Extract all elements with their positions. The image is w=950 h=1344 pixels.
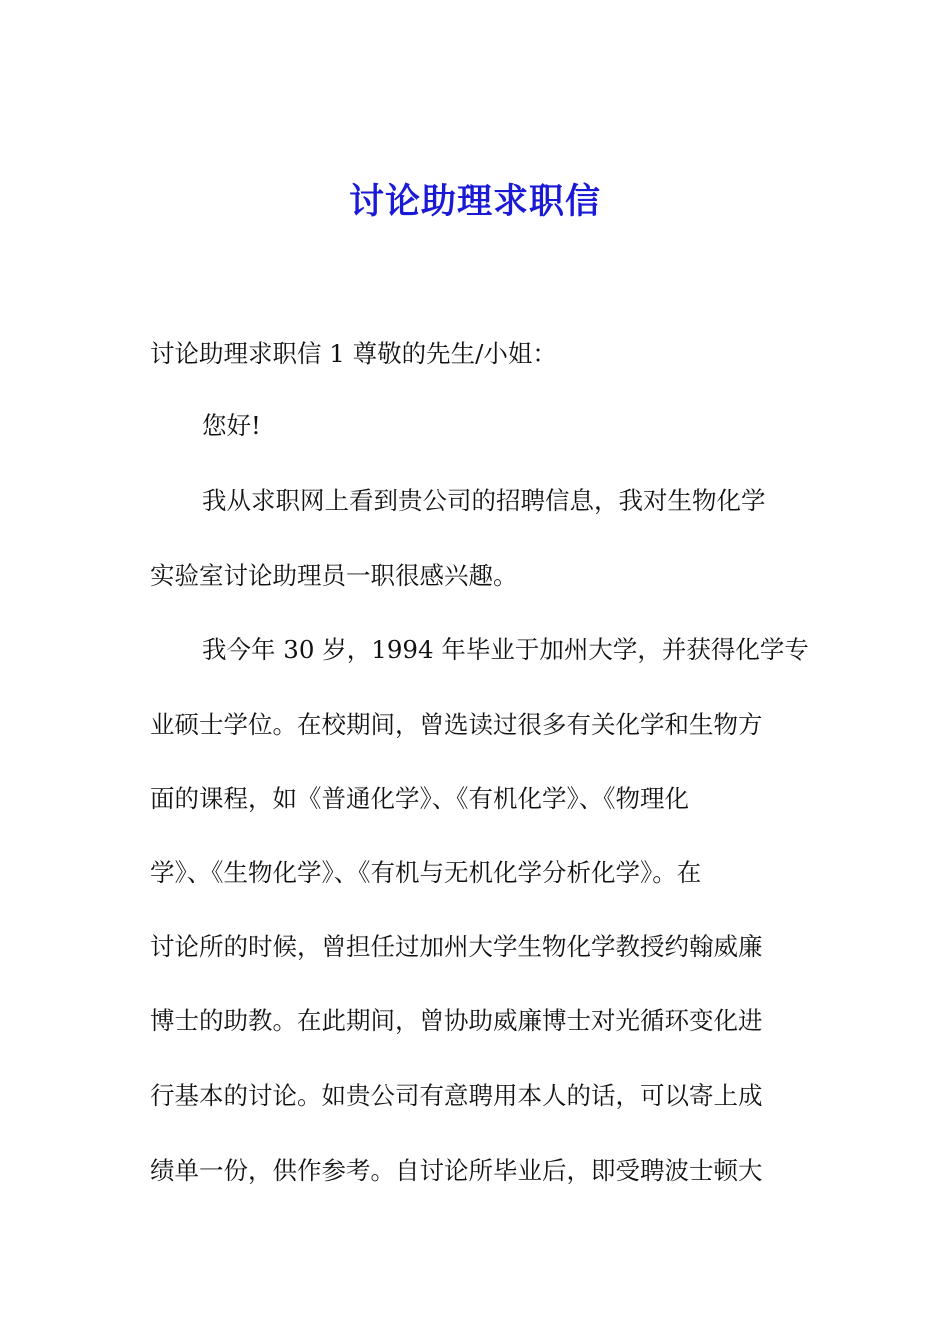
body-line: 讨论所的时候，曾担任过加州大学生物化学教授约翰威廉 bbox=[150, 932, 763, 961]
salutation-line: 讨论助理求职信 1 尊敬的先生/小姐： bbox=[150, 339, 557, 368]
body-line: 面的课程，如《普通化学》、《有机化学》、《物理化 bbox=[150, 784, 689, 813]
body-line: 我从求职网上看到贵公司的招聘信息，我对生物化学 bbox=[202, 486, 766, 515]
body-line: 实验室讨论助理员一职很感兴趣。 bbox=[150, 561, 518, 590]
body-line: 学》、《生物化学》、《有机与无机化学分析化学》。在 bbox=[150, 858, 702, 887]
greeting-line: 您好! bbox=[202, 411, 261, 440]
body-line: 行基本的讨论。如贵公司有意聘用本人的话，可以寄上成 bbox=[150, 1081, 763, 1110]
body-line: 博士的助教。在此期间，曾协助威廉博士对光循环变化进 bbox=[150, 1006, 763, 1035]
body-line: 我今年 30 岁，1994 年毕业于加州大学，并获得化学专 bbox=[202, 635, 809, 664]
body-line: 业硕士学位。在校期间，曾选读过很多有关化学和生物方 bbox=[150, 710, 763, 739]
document-title: 讨论助理求职信 bbox=[348, 182, 601, 222]
body-line: 绩单一份，供作参考。自讨论所毕业后，即受聘波士顿大 bbox=[150, 1156, 763, 1185]
